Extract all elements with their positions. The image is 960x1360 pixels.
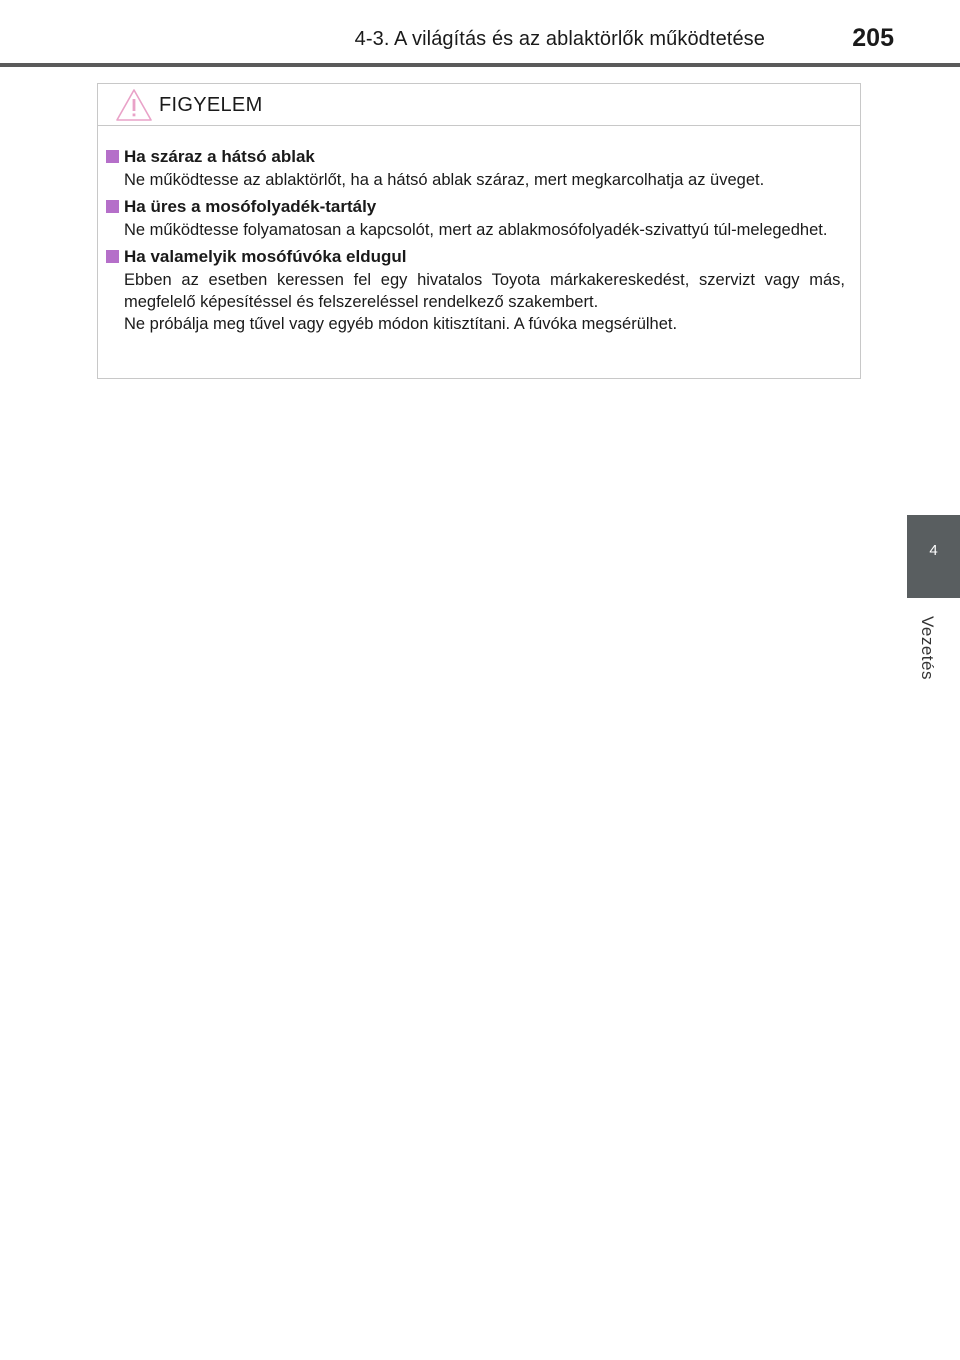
- caution-items: [98, 126, 860, 335]
- caution-item-paragraph: Ne próbálja meg tűvel vagy egyéb módon kitisztítani. A fúvóka megsérülhet.: [124, 315, 678, 333]
- chapter-label-text: Vezetés: [918, 616, 937, 680]
- caution-item-paragraph: Ebben az esetben keressen fel egy hivatalos Toyota márkakereskedést, szervizt vagy más, megfelelő képesítéssel és felszereléssel rendelkező szakembert.: [124, 271, 845, 311]
- caution-item-heading: [106, 145, 845, 169]
- square-bullet-icon: [106, 200, 119, 213]
- caution-title: FIGYELEM: [159, 94, 263, 116]
- square-bullet-icon: [106, 250, 119, 263]
- caution-item-heading-text: Ha száraz a hátsó ablak: [124, 147, 315, 166]
- chapter-tab: [907, 515, 960, 598]
- page-number: 205: [852, 24, 894, 52]
- section-title: 4-3. A világítás és az ablaktörlők működtetése: [354, 28, 765, 50]
- caution-item-heading: [106, 195, 845, 219]
- header-rule: [0, 63, 960, 67]
- caution-item: [106, 145, 845, 191]
- caution-item-heading-text: Ha üres a mosófolyadék-tartály: [124, 197, 377, 216]
- chapter-label: [914, 608, 940, 688]
- square-bullet-icon: [106, 150, 119, 163]
- caution-item-heading: [106, 245, 845, 269]
- caution-item-text: [106, 269, 845, 335]
- caution-header: [98, 84, 860, 126]
- caution-item-text: [106, 169, 845, 191]
- warning-triangle-icon: [115, 88, 153, 122]
- caution-item-paragraph: Ne működtesse folyamatosan a kapcsolót, mert az ablakmosófolyadék-szivattyú túl-melegedhet.: [124, 221, 828, 239]
- caution-item-paragraph: Ne működtesse az ablaktörlőt, ha a hátsó ablak száraz, mert megkarcolhatja az üveget.: [124, 171, 765, 189]
- caution-box: [97, 83, 861, 379]
- chapter-number: 4: [929, 542, 938, 559]
- caution-item: [106, 195, 845, 241]
- caution-item-text: [106, 219, 845, 241]
- caution-item: [106, 245, 845, 335]
- caution-item-heading-text: Ha valamelyik mosófúvóka eldugul: [124, 247, 407, 266]
